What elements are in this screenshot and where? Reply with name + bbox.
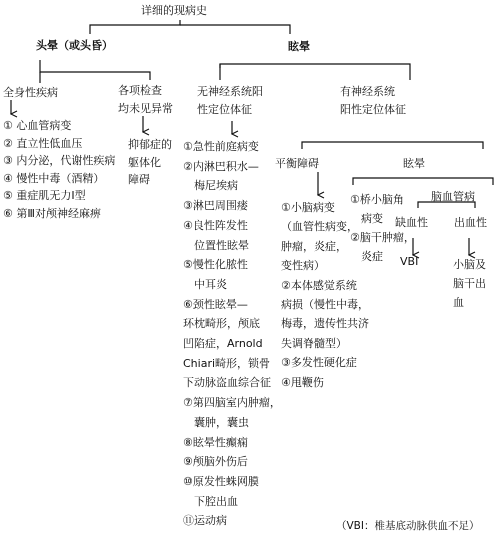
- noneuro-item: 中耳炎: [183, 277, 227, 291]
- systemic-item: ① 心血管病变: [3, 119, 72, 132]
- noneuro-item: 凹陷症，Arnold: [183, 337, 263, 351]
- systemic-item: ④ 慢性中毒（酒精）: [3, 171, 105, 185]
- connector-left-fork: [40, 60, 150, 80]
- noneuro-item: 下腔出血: [183, 494, 238, 508]
- noneuro-item: ⑥颈性眩晕—: [183, 297, 248, 311]
- balance-item: 梅毒，遗传性共济: [281, 317, 369, 331]
- noneuro-item: ⑤慢性化脓性: [183, 258, 248, 272]
- noneuro-item: Chiari畸形，锁骨: [183, 356, 271, 370]
- noneuro-item: 囊肿，囊虫: [183, 415, 249, 429]
- noneuro-item: ①急性前庭病变: [183, 140, 259, 153]
- vertigo-item: ①桥小脑角: [350, 193, 404, 206]
- branch-vertigo: 眩晕: [288, 40, 310, 53]
- noneuro-item: 环枕畸形，颅底: [183, 317, 260, 331]
- balance-item: 肿瘤，炎症，: [281, 239, 347, 253]
- noneuro-heading: 无神经系统阳 性定位体征: [197, 85, 263, 116]
- noneuro-item: 下动脉盗血综合征: [183, 376, 271, 390]
- noneuro-item: ⑧眩晕性癫痫: [183, 435, 248, 449]
- noneuro-item: ②内淋巴积水—: [183, 159, 259, 173]
- systemic-item: ⑤ 重症肌无力Ⅰ型: [3, 189, 86, 203]
- connector-right-fork: [220, 64, 410, 80]
- systemic-heading: 全身性疾病: [3, 86, 58, 99]
- noneuro-item: ⑨颅脑外伤后: [183, 455, 248, 469]
- vertigo-item: ②脑干肿瘤，: [350, 231, 415, 244]
- balance-item: 失调脊髓型）: [281, 336, 347, 350]
- diagram-title: 详细的现病史: [141, 4, 207, 17]
- balance-item: ④甩鞭伤: [281, 375, 324, 389]
- connector-title-to-left: [90, 20, 180, 34]
- exams-result: 抑郁症的 躯体化 障碍: [128, 138, 172, 187]
- vascular-heading: 脑血管病: [431, 190, 475, 203]
- noneuro-item: ④良性阵发性: [183, 218, 248, 232]
- noneuro-item: ⑩原发性蛛网膜: [183, 474, 259, 488]
- ischemic-label: 缺血性: [395, 216, 428, 229]
- noneuro-item: ③淋巴周围瘘: [183, 199, 248, 213]
- hemorrhagic-label: 出血性: [454, 216, 487, 229]
- exams-heading: 各项检查 均未见异常: [118, 84, 173, 115]
- balance-item: ①小脑病变: [281, 201, 335, 214]
- balance-item: 变性病）: [281, 259, 325, 273]
- systemic-item: ② 直立性低血压: [3, 136, 83, 150]
- systemic-list: [3, 117, 115, 223]
- balance-item: 病损（慢性中毒，: [281, 298, 369, 312]
- noneuro-item: ⑦第四脑室内肿瘤，: [183, 396, 281, 410]
- hemorrhagic-list: 小脑及 脑干出 血: [453, 258, 486, 309]
- noneuro-item: 梅尼埃病: [183, 179, 238, 193]
- noneuro-item: 位置性眩晕: [183, 238, 249, 252]
- noneuro-list: [183, 137, 281, 531]
- connector-neuro-split: [302, 142, 483, 149]
- balance-item: ③多发性硬化症: [281, 356, 357, 370]
- balance-item: ②本体感觉系统: [281, 278, 357, 292]
- noneuro-item: ⑪运动病: [183, 514, 227, 528]
- connector-title-to-right: [180, 25, 290, 34]
- vertigo-heading: 眩晕: [403, 157, 425, 170]
- balance-heading: 平衡障碍: [275, 157, 319, 170]
- vbi-label: VBI: [400, 255, 419, 268]
- systemic-item: ③ 内分泌，代谢性疾病: [3, 154, 116, 168]
- neuro-heading: 有神经系统 阳性定位体征: [340, 85, 406, 116]
- systemic-item: ⑥ 第Ⅲ对颅神经麻痹: [3, 206, 101, 220]
- footnote: （VBI：椎基底动脉供血不足）: [336, 520, 480, 532]
- balance-item: （血管性病变，: [281, 220, 358, 234]
- branch-dizziness: 头晕（或头昏）: [36, 39, 113, 52]
- vertigo-item: 病变: [350, 212, 383, 225]
- connector-vertigo-split: [353, 178, 493, 185]
- vertigo-item: 炎症: [350, 250, 383, 263]
